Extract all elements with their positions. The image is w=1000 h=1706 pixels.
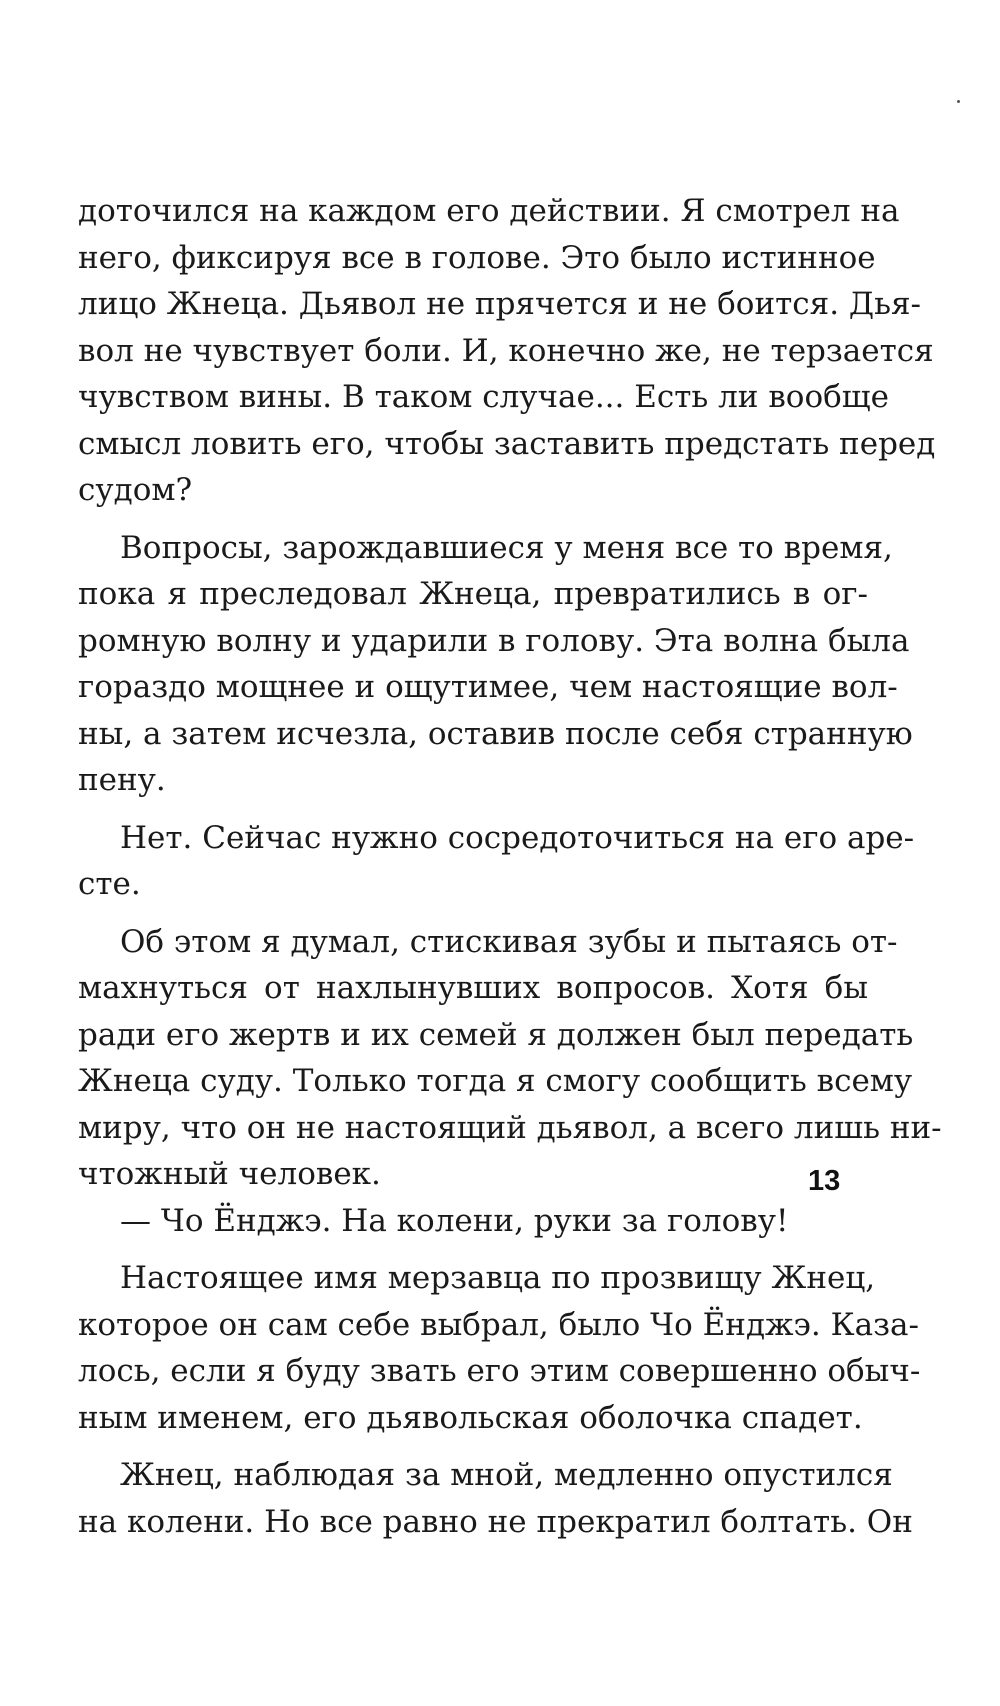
text-line: пока я преследовал Жнеца, превратились в ог- [78,576,868,612]
text-line: Вопросы, зарождавшиеся у меня все то время, [120,529,893,566]
text-line: Настоящее имя мерзавца по прозвищу Жнец, [120,1260,876,1296]
text-line: Нет. Сейчас нужно сосредоточиться на его аре- [120,819,915,856]
paragraph [78,815,915,908]
text-line: чтожный человек. [78,1156,381,1192]
text-line: сте. [78,866,141,902]
text-line: вол не чувствует боли. И, конечно же, не терзается [78,332,934,369]
scan-speck [957,100,960,103]
text-line: миру, что он не настоящий дьявол, а всего лишь ни- [78,1109,942,1146]
text-line: Об этом я думал, стискивая зубы и пытаясь от- [120,923,898,960]
text-line: лось, если я буду звать его этим совершенно обыч- [78,1353,921,1389]
text-line: ромную волну и ударили в голову. Эта волна была [78,622,910,659]
text-line: судом? [78,472,193,508]
text-line: — Чо Ёнджэ. На колени, руки за голову! [120,1202,789,1239]
text-line: гораздо мощнее и ощутимее, чем настоящие вол- [78,669,898,705]
text-line: Жнец, наблюдая за мной, медленно опустился [120,1457,893,1493]
text-line: лицо Жнеца. Дьявол не прячется и не боится. Дья- [78,286,922,322]
text-line: ради его жертв и их семей я должен был передать [78,1016,914,1053]
text-line: махнуться от нахлынувших вопросов. Хотя бы [78,970,868,1006]
text-line: на колени. Но все равно не прекратил болтать. Он [78,1503,913,1540]
text-line: чувством вины. В таком случае... Есть ли вообще [78,379,889,415]
text-line: пену. [78,762,166,798]
text-line: доточился на каждом его действии. Я смотрел на [78,193,900,229]
page-number: 13 [808,1165,841,1197]
text-line: Жнеца суду. Только тогда я смогу сообщить всему [78,1063,913,1099]
paragraph [78,1255,921,1441]
text-line: которое он сам себе выбрал, было Чо Ёнджэ. Каза- [78,1306,919,1343]
paragraph [78,1452,913,1545]
text-line: ны, а затем исчезла, оставив после себя странную [78,715,913,752]
paragraph [78,919,942,1198]
text-line: смысл ловить его, чтобы заставить предстать перед [78,425,936,462]
text-line: ным именем, его дьявольская оболочка спадет. [78,1399,863,1436]
text-line: него, фиксируя все в голове. Это было истинное [78,239,876,276]
dialogue-line [78,1198,868,1245]
paragraph [78,188,936,514]
paragraph [78,525,913,804]
body-text [78,188,942,1545]
